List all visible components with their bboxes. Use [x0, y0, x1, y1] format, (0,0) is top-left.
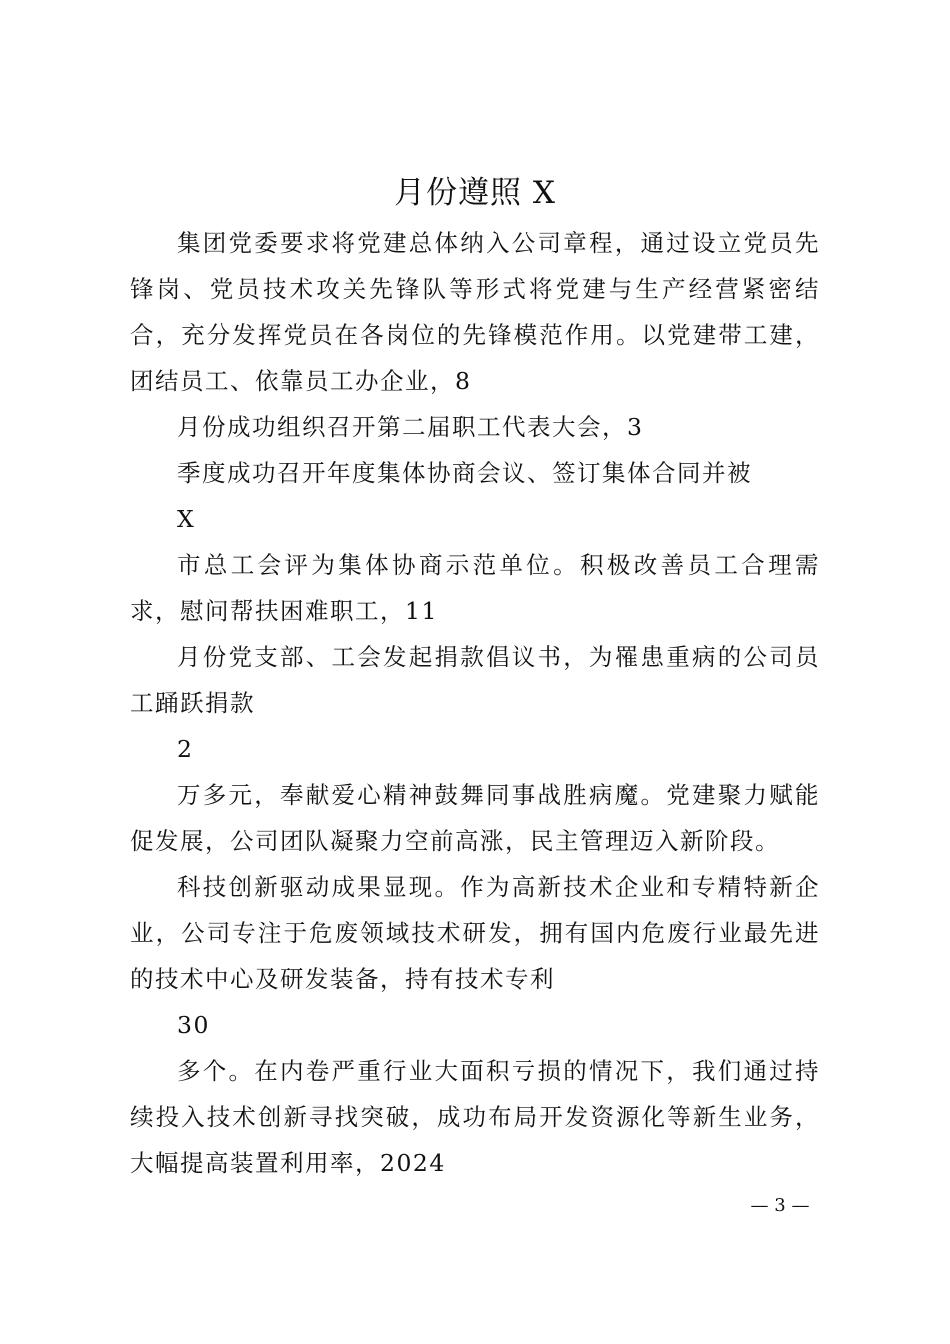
paragraph: X	[177, 505, 196, 533]
paragraph: 万多元，奉献爱心精神鼓舞同事战胜病魔。党建聚力赋能促发展，公司团队凝聚力空前高涨，民主管理迈入新阶段。	[130, 781, 820, 855]
paragraph: 集团党委要求将党建总体纳入公司章程，通过设立党员先锋岗、党员技术攻关先锋队等形式将党建与生产经营紧密结合，充分发挥党员在各岗位的先锋模范作用。以党建带工建，团结员工、依靠员工办企业，8	[130, 229, 820, 395]
paragraph: 市总工会评为集体协商示范单位。积极改善员工合理需求，慰问帮扶困难职工，11	[130, 551, 820, 625]
paragraph: 季度成功召开年度集体协商会议、签订集体合同并被	[177, 459, 752, 487]
paragraph: 科技创新驱动成果显现。作为高新技术企业和专精特新企业，公司专注于危废领域技术研发，拥有国内危废行业最先进的技术中心及研发装备，持有技术专利	[130, 873, 820, 993]
paragraph: 2	[177, 735, 194, 763]
paragraph: 多个。在内卷严重行业大面积亏损的情况下，我们通过持续投入技术创新寻找突破，成功布局开发资源化等新生业务，大幅提高装置利用率，2024	[130, 1057, 820, 1177]
paragraph: 月份党支部、工会发起捐款倡议书，为罹患重病的公司员工踊跃捐款	[130, 643, 820, 717]
paragraph: 30	[177, 1011, 210, 1039]
document-title: 月份遵照 X	[394, 175, 556, 211]
page-number: — 3 —	[750, 1195, 810, 1216]
paragraph: 月份成功组织召开第二届职工代表大会，3	[177, 413, 644, 441]
document-body	[130, 220, 820, 1186]
